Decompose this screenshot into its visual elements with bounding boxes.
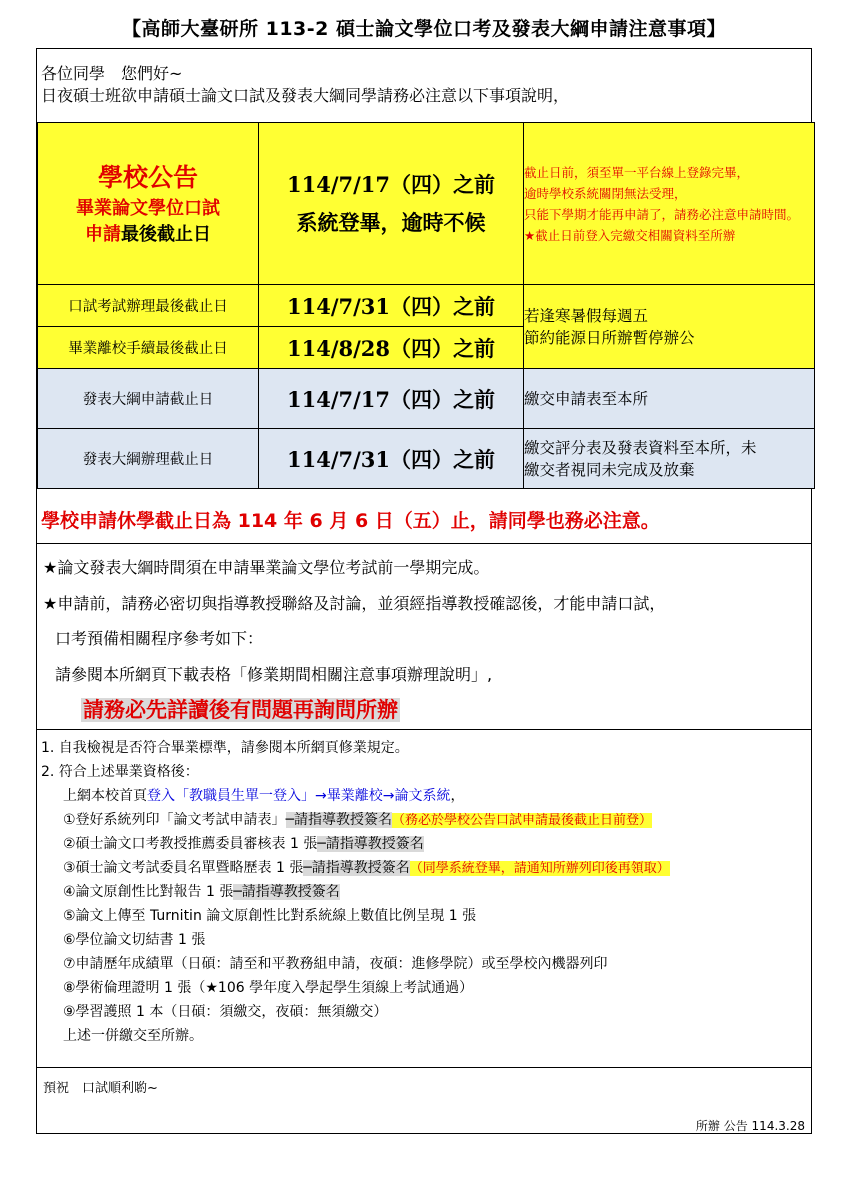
note-procedure-ref: 口考預備相關程序參考如下： (55, 629, 264, 648)
item-2 (63, 833, 424, 853)
note-advisor-contact: ★申請前，請務必密切與指導教授聯絡及討論，並須經指導教授確認後，才能申請口試， (43, 594, 666, 613)
announcement-note-3: 只能下學期才能再申請了，請務必注意申請時間。 (524, 206, 800, 222)
outline-apply-label: 發表大綱申請截止日 (38, 369, 259, 429)
note-outline-timing: ★論文發表大綱時間須在申請畢業論文學位考試前一學期完成。 (43, 558, 490, 577)
greeting-line-1: 各位同學 您們好~ (41, 64, 183, 83)
divider-3 (37, 1067, 811, 1068)
graduation-date: 114/8/28（四）之前 (259, 327, 524, 369)
outline-process-label: 發表大綱辦理截止日 (38, 429, 259, 489)
item-3-sign: ─請指導教授簽名 (303, 860, 410, 876)
deadline-table (37, 122, 815, 489)
announcement-date: 114/7/17（四）之前 (286, 171, 495, 197)
oral-exam-label: 口試考試辦理最後截止日 (38, 285, 259, 327)
announcement-note-2: 逾時學校系統關閉無法受理， (524, 185, 687, 201)
step-2-login (63, 785, 464, 805)
item-7: ⑦申請歷年成績單（日碩：請至和平教務組申請，夜碩：進修學院）或至學校內機器列印 (63, 956, 608, 972)
divider-2 (37, 729, 811, 730)
footer-announcement: 所辦 公告 114.3.28 (695, 1119, 805, 1133)
announcement-note-cell (524, 123, 815, 285)
item-3-text: ③碩士論文考試委員名單暨略歷表 1 張 (63, 860, 304, 876)
step-2: 2. 符合上述畢業資格後： (41, 764, 199, 780)
item-3-warning: （同學系統登畢，請通知所辦列印後再領取） (409, 861, 670, 876)
announcement-heading: 學校公告 (97, 162, 198, 192)
announcement-date-note: 系統登畢，逾時不候 (296, 209, 486, 235)
suspension-notice: 學校申請休學截止日為 114 年 6 月 6 日（五）止，請同學也務必注意。 (41, 510, 660, 532)
summer-note-1: 若逢寒暑假每週五 (524, 306, 649, 325)
item-6: ⑥學位論文切結書 1 張 (63, 932, 206, 948)
good-luck-wish: 預祝 口試順利喲~ (43, 1081, 158, 1096)
row-oral-exam (38, 285, 815, 327)
graduation-label: 畢業離校手續最後截止日 (38, 327, 259, 369)
announcement-sub-black: 最後截止日 (121, 223, 211, 245)
login-suffix: ， (450, 788, 465, 804)
row-school-announcement (38, 123, 815, 285)
item-2-sign: ─請指導教授簽名 (317, 836, 424, 852)
summer-note-cell (524, 285, 815, 369)
announcement-sub-1: 畢業論文學位口試 (76, 197, 220, 219)
login-path: 登入「教職員生單一登入」→畢業離校→論文系統 (147, 788, 451, 804)
greeting (41, 63, 569, 107)
outline-apply-date: 114/7/17（四）之前 (259, 369, 524, 429)
row-outline-apply (38, 369, 815, 429)
oral-exam-date: 114/7/31（四）之前 (259, 285, 524, 327)
outline-process-note (524, 429, 815, 489)
item-9: ⑨學習護照 1 本（日碩：須繳交，夜碩：無須繳交） (63, 1004, 388, 1020)
item-2-text: ②碩士論文口考教授推薦委員審核表 1 張 (63, 836, 318, 852)
checklist-end: 上述一併繳交至所辦。 (63, 1028, 203, 1044)
summer-note-2: 節約能源日所辦暫停辦公 (524, 328, 695, 347)
divider-1 (37, 543, 811, 544)
item-4-sign: ─請指導教授簽名 (233, 884, 340, 900)
document-frame (36, 48, 812, 1134)
announcement-sub-2: 申請 (85, 223, 121, 245)
item-8: ⑧學術倫理證明 1 張（★106 學年度入學起學生須線上考試通過） (63, 980, 474, 996)
item-4 (63, 881, 340, 901)
item-5: ⑤論文上傳至 Turnitin 論文原創性比對系統線上數值比例呈現 1 張 (63, 908, 477, 924)
announcement-date-cell (259, 123, 524, 285)
item-1-warning: （務必於學校公告口試申請最後截止日前登） (392, 813, 653, 828)
outline-process-note-2: 繳交者視同未完成及放棄 (524, 460, 695, 479)
greeting-line-2: 日夜碩士班欲申請碩士論文口試及發表大綱同學請務必注意以下事項說明， (41, 86, 570, 105)
outline-process-note-1: 繳交評分表及發表資料至本所，未 (524, 438, 757, 457)
announcement-note-1: 截止日前，須至單一平台線上登錄完畢， (524, 164, 750, 180)
item-1-text: ①登好系統列印「論文考試申請表」 (63, 812, 286, 828)
read-first-alert: 請務必先詳讀後有問題再詢問所辦 (83, 698, 398, 722)
outline-process-date: 114/7/31（四）之前 (259, 429, 524, 489)
item-3 (63, 857, 670, 877)
step-1: 1. 自我檢視是否符合畢業標準，請參閱本所網頁修業規定。 (41, 740, 409, 756)
outline-apply-note: 繳交申請表至本所 (524, 369, 815, 429)
item-1 (63, 809, 652, 829)
page-title: 【高師大臺研所 113-2 碩士論文學位口考及發表大綱申請注意事項】 (122, 18, 726, 40)
item-4-text: ④論文原創性比對報告 1 張 (63, 884, 234, 900)
announcement-note-4: ★截止日前登入完繳交相關資料至所辦 (524, 227, 736, 243)
item-1-sign: ─請指導教授簽名 (285, 812, 392, 828)
note-download-form: 請參閱本所網頁下載表格「修業期間相關注意事項辦理說明」, (55, 665, 493, 684)
login-prefix: 上網本校首頁 (63, 788, 147, 804)
row-outline-process (38, 429, 815, 489)
announcement-cell (38, 123, 259, 285)
